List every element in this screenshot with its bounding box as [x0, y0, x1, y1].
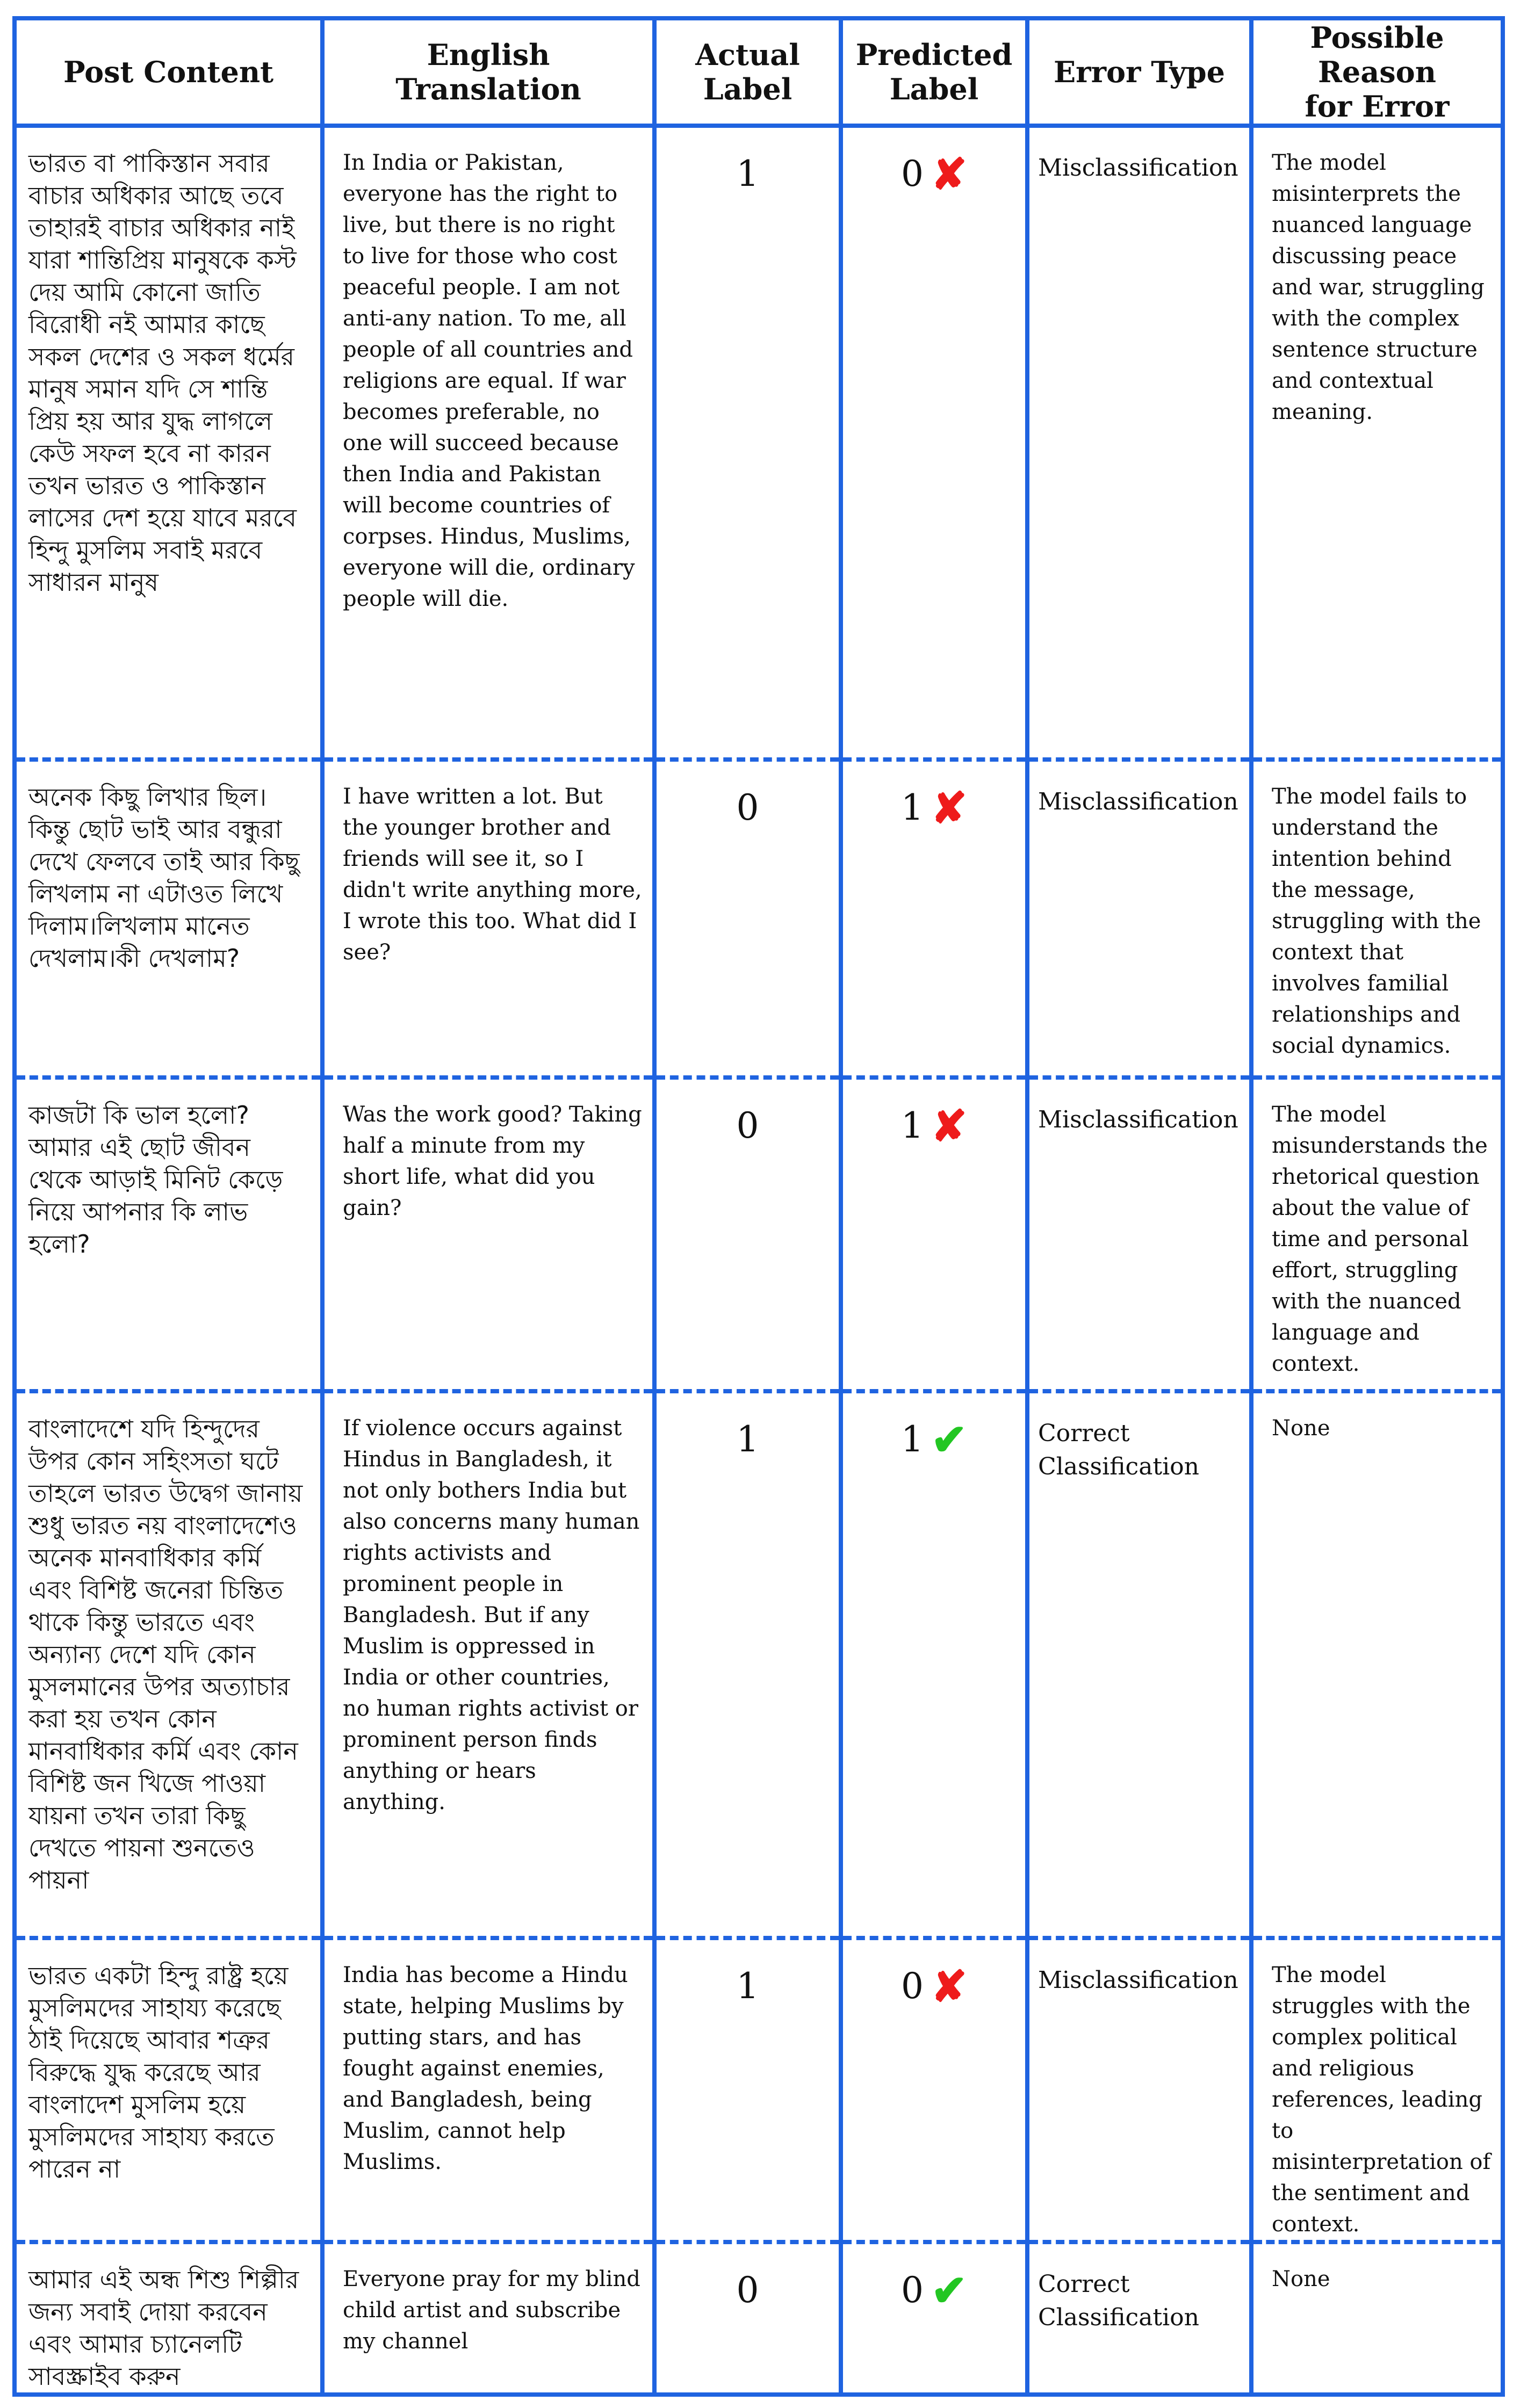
header-predicted-label: Predicted Label	[841, 18, 1027, 126]
post-content-cell: বাংলাদেশে যদি হিন্দুদের উপর কোন সহিংসতা ঘটে তাহলে ভারত উদ্বেগ জানায় শুধু ভারত নয় বাংলাদেশেও অনেক মানবাধিকার কর্মি এবং বিশিষ্ট জনেরা চিন্তিত থাকে কিন্তু ভারতে এবং অন্যান্য দেশে যদি কোন মুসলমানের উপর অত্যাচার করা হয় তখন কোন মানবাধিকার কর্মি এবং কোন বিশিষ্ট জন খিজে পাওয়া যায়না তখন তারা কিছু দেখতে পায়না শুনতেও পায়না	[15, 1391, 322, 1938]
error-type-cell: Misclassification	[1027, 1938, 1251, 2242]
table-row	[15, 2242, 1503, 2395]
predicted-value: 0	[900, 1965, 924, 2007]
table-row	[15, 1078, 1503, 1391]
header-error-type: Error Type	[1027, 18, 1251, 126]
check-icon: ✔	[931, 1414, 968, 1465]
check-icon: ✔	[931, 2265, 968, 2316]
cross-icon: ✘	[931, 149, 968, 199]
error-type-cell: Misclassification	[1027, 126, 1251, 760]
header-row	[15, 18, 1503, 126]
table-row	[15, 1391, 1503, 1938]
table-row	[15, 760, 1503, 1078]
actual-label-cell: 1	[654, 1938, 841, 2242]
translation-cell: I have written a lot. But the younger brother and friends will see it, so I didn't write anything more, I wrote this too. What did I see?	[322, 760, 654, 1078]
translation-cell: Was the work good? Taking half a minute from my short life, what did you gain?	[322, 1078, 654, 1391]
predicted-value: 0	[900, 153, 924, 194]
translation-cell: If violence occurs against Hindus in Bangladesh, it not only bothers India but also concerns many human rights activists and prominent people in Bangladesh. But if any Muslim is oppressed in India or other countries, no human rights activist or prominent person finds anything or hears anything.	[322, 1391, 654, 1938]
reason-cell: None	[1251, 1391, 1503, 1938]
error-type-cell: Misclassification	[1027, 760, 1251, 1078]
actual-label-cell: 0	[654, 760, 841, 1078]
actual-label-cell: 1	[654, 126, 841, 760]
predicted-value: 1	[900, 787, 924, 828]
actual-label-cell: 1	[654, 1391, 841, 1938]
reason-cell: None	[1251, 2242, 1503, 2395]
post-content-cell: ভারত একটা হিন্দু রাষ্ট্র হয়ে মুসলিমদের সাহায্য করেছে ঠাই দিয়েছে আবার শত্রুর বিরুদ্ধে যুদ্ধ করেছে আর বাংলাদেশ মুসলিম হয়ে মুসলিমদের সাহায্য করতে পারেন না	[15, 1938, 322, 2242]
post-content-cell: কাজটা কি ভাল হলো? আমার এই ছোট জীবন থেকে আড়াই মিনিট কেড়ে নিয়ে আপনার কি লাভ হলো?	[15, 1078, 322, 1391]
predicted-label-cell	[841, 1078, 1027, 1391]
error-analysis-table	[12, 16, 1505, 2397]
actual-label-cell: 0	[654, 2242, 841, 2395]
error-type-cell: Correct Classification	[1027, 2242, 1251, 2395]
post-content-cell: ভারত বা পাকিস্তান সবার বাচার অধিকার আছে তবে তাহারই বাচার অধিকার নাই যারা শান্তিপ্রিয় মানুষকে কস্ট দেয় আমি কোনো জাতি বিরোধী নই আমার কাছে সকল দেশের ও সকল ধর্মের মানুষ সমান যদি সে শান্তি প্রিয় হয় আর যুদ্ধ লাগলে কেউ সফল হবে না কারন তখন ভারত ও পাকিস্তান লাসের দেশ হয়ে যাবে মরবে হিন্দু মুসলিম সবাই মরবে সাধারন মানুষ	[15, 126, 322, 760]
reason-cell: The model fails to understand the intention behind the message, struggling with the context that involves familial relationships and social dynamics.	[1251, 760, 1503, 1078]
predicted-label-cell	[841, 1938, 1027, 2242]
predicted-label-cell	[841, 126, 1027, 760]
translation-cell: In India or Pakistan, everyone has the right to live, but there is no right to live for those who cost peaceful people. I am not anti-any nation. To me, all people of all countries and religions are equal. If war becomes preferable, no one will succeed because then India and Pakistan will become countries of corpses. Hindus, Muslims, everyone will die, ordinary people will die.	[322, 126, 654, 760]
error-analysis-sheet	[12, 16, 1501, 2396]
predicted-label-cell	[841, 760, 1027, 1078]
predicted-value: 1	[900, 1419, 924, 1460]
header-possible-reason: Possible Reason for Error	[1251, 18, 1503, 126]
post-content-cell: আমার এই অন্ধ শিশু শিল্পীর জন্য সবাই দোয়া করবেন এবং আমার চ্যানেলটি সাবস্ক্রাইব করুন	[15, 2242, 322, 2395]
predicted-value: 0	[900, 2269, 924, 2311]
reason-cell: The model misunderstands the rhetorical question about the value of time and personal effort, struggling with the nuanced language and context.	[1251, 1078, 1503, 1391]
actual-label-cell: 0	[654, 1078, 841, 1391]
cross-icon: ✘	[931, 1101, 968, 1151]
cross-icon: ✘	[931, 783, 968, 833]
post-content-cell: অনেক কিছু লিখার ছিল। কিন্তু ছোট ভাই আর বন্ধুরা দেখে ফেলবে তাই আর কিছু লিখলাম না এটাওত লিখে দিলাম।লিখলাম মানেত দেখলাম।কী দেখলাম?	[15, 760, 322, 1078]
translation-cell: Everyone pray for my blind child artist and subscribe my channel	[322, 2242, 654, 2395]
header-actual-label: Actual Label	[654, 18, 841, 126]
cross-icon: ✘	[931, 1961, 968, 2012]
predicted-label-cell	[841, 1391, 1027, 1938]
error-type-cell: Correct Classification	[1027, 1391, 1251, 1938]
predicted-label-cell	[841, 2242, 1027, 2395]
error-type-cell: Misclassification	[1027, 1078, 1251, 1391]
table-row	[15, 1938, 1503, 2242]
header-english-translation: English Translation	[322, 18, 654, 126]
reason-cell: The model misinterprets the nuanced language discussing peace and war, struggling with the complex sentence structure and contextual meaning.	[1251, 126, 1503, 760]
translation-cell: India has become a Hindu state, helping Muslims by putting stars, and has fought against enemies, and Bangladesh, being Muslim, cannot help Muslims.	[322, 1938, 654, 2242]
predicted-value: 1	[900, 1105, 924, 1146]
table-row	[15, 126, 1503, 760]
header-post-content: Post Content	[15, 18, 322, 126]
reason-cell: The model struggles with the complex political and religious references, leading to misinterpretation of the sentiment and context.	[1251, 1938, 1503, 2242]
